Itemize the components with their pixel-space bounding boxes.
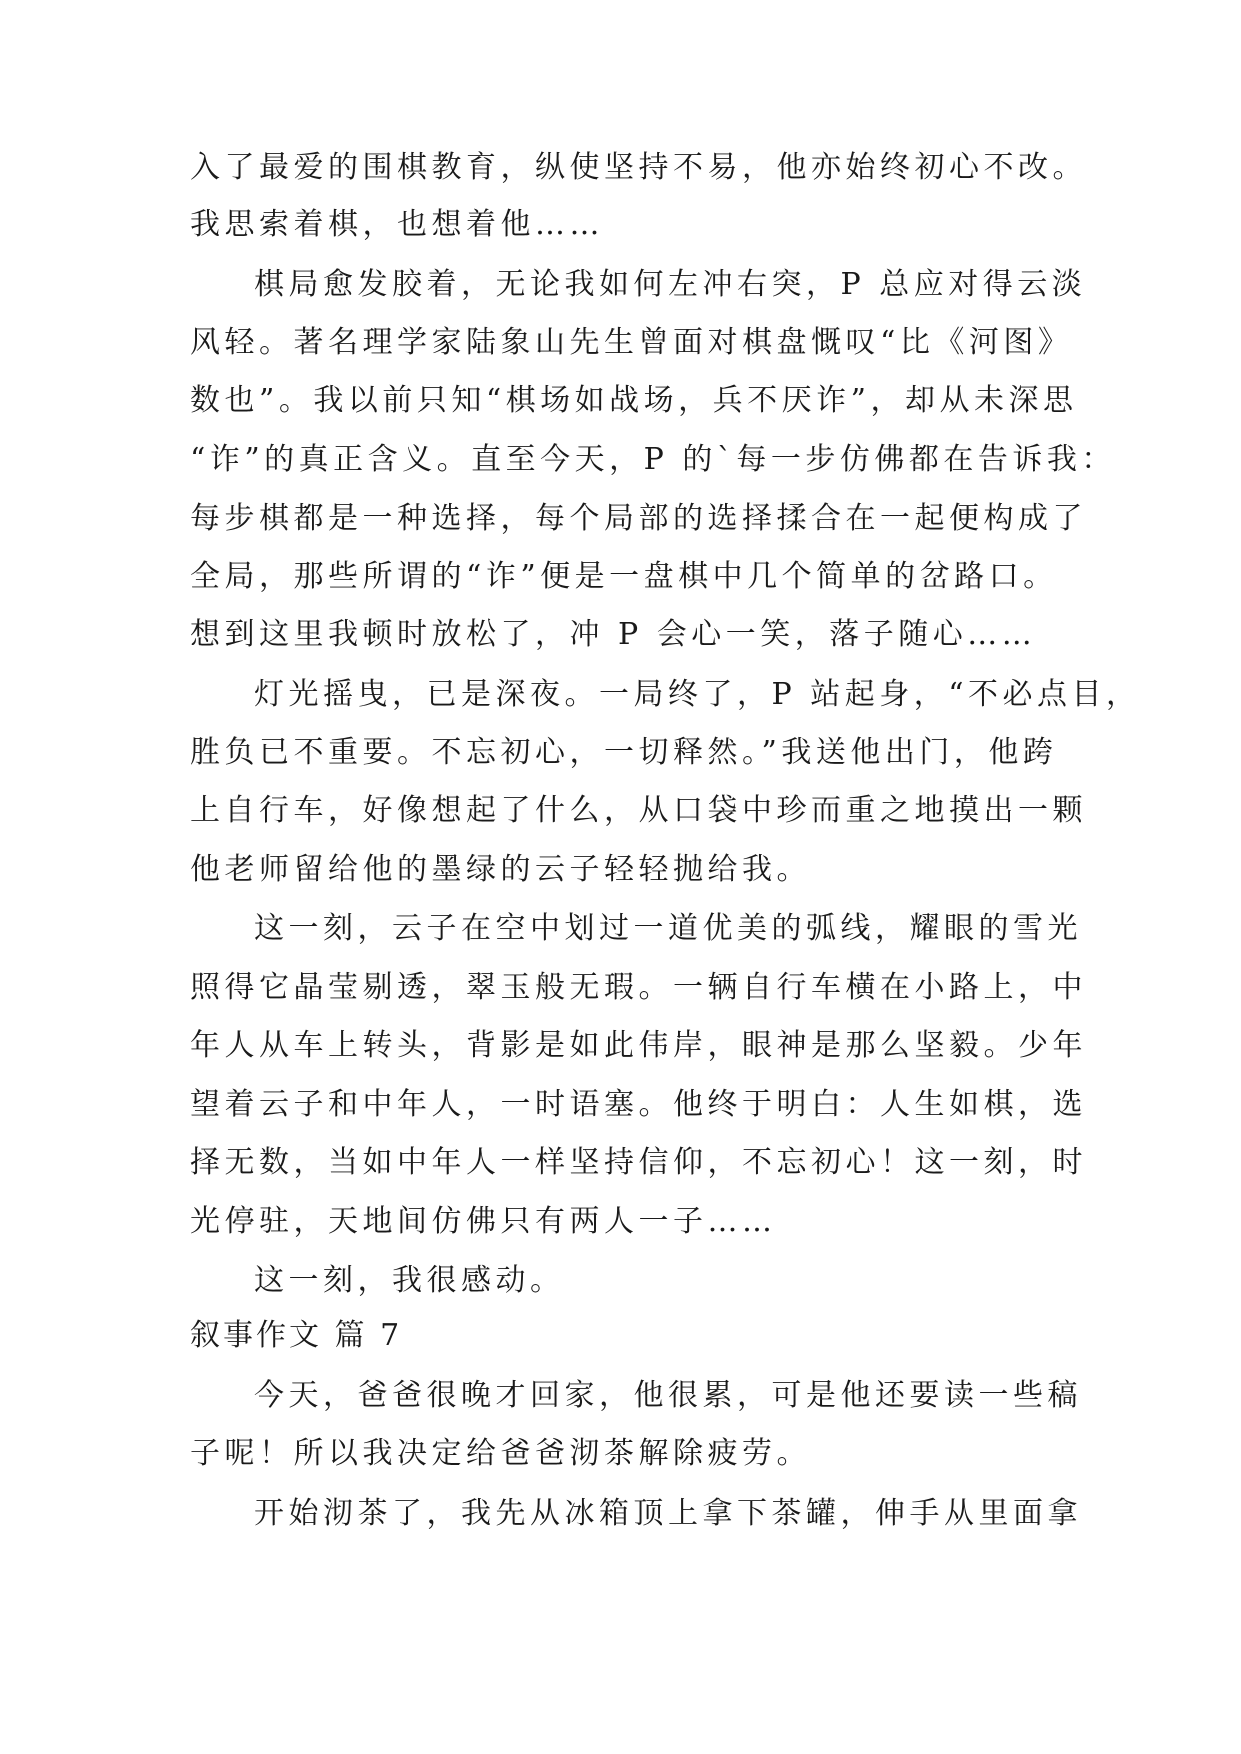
text-line: “诈”的真正含义。直至今天，P 的`每一步仿佛都在告诉我：: [190, 442, 1116, 477]
paragraph-first-line: 这一刻，我很感动。: [254, 1263, 565, 1298]
text-line: 上自行车，好像想起了什么，从口袋中珍而重之地摸出一颗: [190, 793, 1087, 828]
text-line: 子呢！所以我决定给爸爸沏茶解除疲劳。: [190, 1436, 811, 1471]
text-line: 数也”。我以前只知“棋场如战场，兵不厌诈”，却从未深思: [190, 383, 1078, 418]
section-heading: 叙事作文 篇 7: [190, 1318, 403, 1353]
paragraph-first-line: 棋局愈发胶着，无论我如何左冲右突，P 总应对得云淡: [254, 267, 1087, 302]
text-line: 每步棋都是一种选择，每个局部的选择揉合在一起便构成了: [190, 501, 1087, 536]
text-line: 入了最爱的围棋教育，纵使坚持不易，他亦始终初心不改。: [190, 150, 1087, 185]
text-line: 光停驻，天地间仿佛只有两人一子……: [190, 1204, 777, 1239]
text-line: 胜负已不重要。不忘初心，一切释然。”我送他出门，他跨: [190, 735, 1058, 770]
text-line: 他老师留给他的墨绿的云子轻轻抛给我。: [190, 852, 811, 887]
paragraph-first-line: 这一刻，云子在空中划过一道优美的弧线，耀眼的雪光: [254, 911, 1082, 946]
paragraph-first-line: 开始沏茶了，我先从冰箱顶上拿下茶罐，伸手从里面拿: [254, 1496, 1082, 1531]
text-line: 照得它晶莹剔透，翠玉般无瑕。一辆自行车横在小路上，中: [190, 970, 1087, 1005]
text-line: 我思索着棋，也想着他……: [190, 207, 604, 242]
text-line: 全局，那些所谓的“诈”便是一盘棋中几个简单的岔路口。: [190, 559, 1058, 594]
paragraph-first-line: 灯光摇曳，已是深夜。一局终了，P 站起身，“不必点目，: [254, 677, 1141, 712]
text-line: 年人从车上转头，背影是如此伟岸，眼神是那么坚毅。少年: [190, 1028, 1087, 1063]
text-line: 望着云子和中年人，一时语塞。他终于明白：人生如棋，选: [190, 1087, 1087, 1122]
paragraph-first-line: 今天，爸爸很晚才回家，他很累，可是他还要读一些稿: [254, 1378, 1082, 1413]
text-line: 风轻。著名理学家陆象山先生曾面对棋盘慨叹“比《河图》: [190, 325, 1073, 360]
text-line: 择无数，当如中年人一样坚持信仰，不忘初心！这一刻，时: [190, 1145, 1087, 1180]
text-line: 想到这里我顿时放松了，冲 P 会心一笑，落子随心……: [190, 617, 1037, 652]
